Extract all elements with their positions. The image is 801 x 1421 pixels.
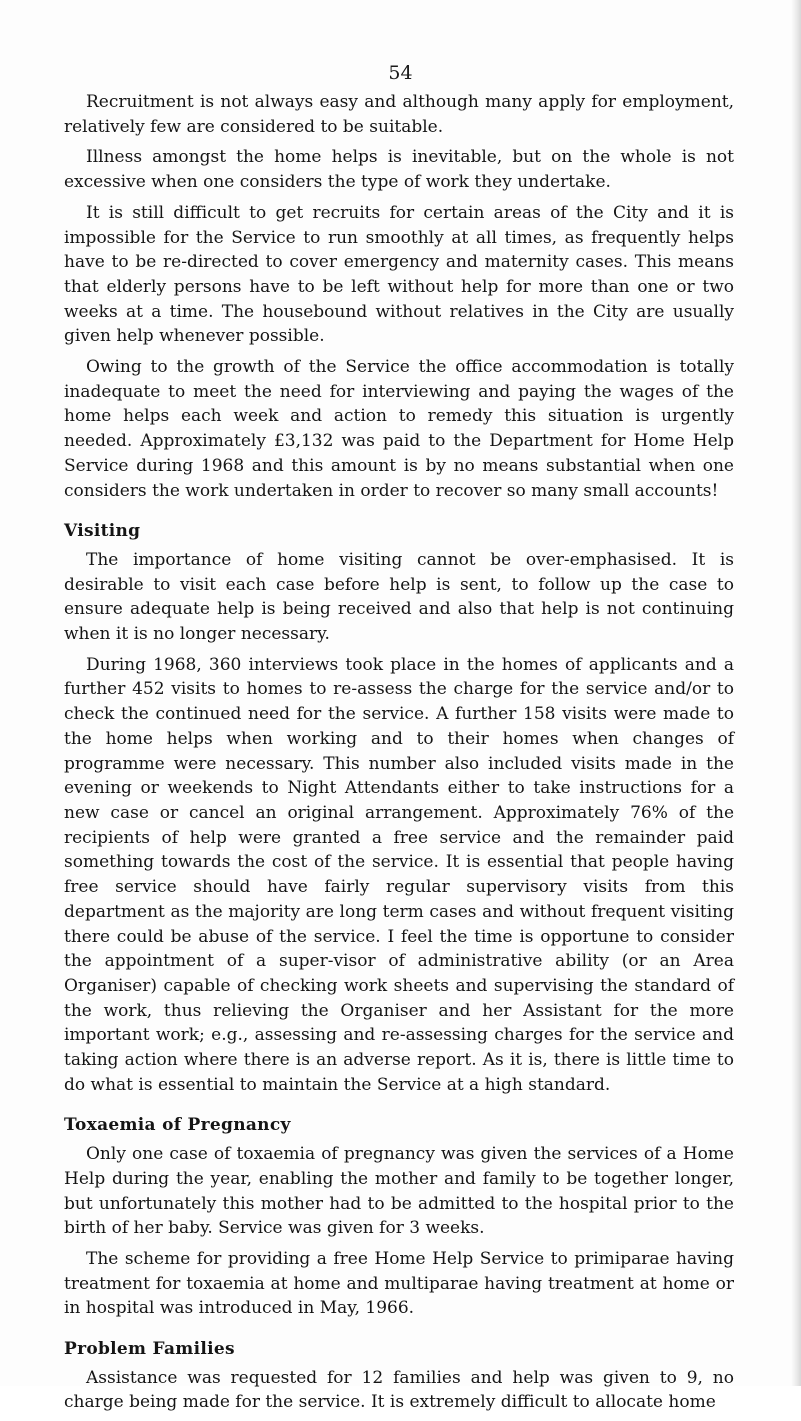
paragraph-toxaemia-scheme: The scheme for providing a free Home Help Service to primiparae having treatment for toxaemia at home and multiparae having treatment at home or in hospital was introduced in May, 1966. — [64, 1248, 734, 1319]
heading-toxaemia: Toxaemia of Pregnancy — [64, 1115, 291, 1136]
paragraph-toxaemia-case: Only one case of toxaemia of pregnancy was given the services of a Home Help during the year, enabling the mother and family to be together longer, but unfortunately this mother had to be admitted to the hospital prior to the birth of her baby. Service was given for 3 weeks. — [64, 1144, 734, 1239]
paragraph-problem-families: Assistance was requested for 12 families and help was given to 9, no charge being made for the service. It is extremely difficult to allocate home — [64, 1367, 734, 1413]
paragraph-visiting-1968: During 1968, 360 interviews took place in the homes of applicants and a further 452 visits to homes to re-assess the charge for the service and/or to check the continued need for the service. A further 158 visits were made to the home helps when working and to their homes when changes of programme were necessary. This number also included visits made in the evening or weekends to Night Attendants either to take instructions for a new case or cancel an original arrangement. Approximately 76% of the recipients of help were granted a free service and the remainder paid something towards the cost of the service. It is essential that people having free service should have fairly regular supervisory visits from this department as the majority are long term cases and without frequent visiting there could be abuse of the service. I feel the time is opportune to consider the appointment of a super-visor of administrative ability (or an Area Organiser) capable of checking work sheets and supervising the standard of the work, thus relieving the Organiser and her Assistant for the more important work; e.g., assessing and re-assessing charges for the service and taking action where there is an adverse report. As it is, there is little time to do what is essential to maintain the Service at a high standard. — [64, 654, 734, 1095]
heading-visiting: Visiting — [64, 521, 141, 542]
paragraph-office-accommodation: Owing to the growth of the Service the office accommodation is totally inadequate to meet the need for interviewing and paying the wages of the home helps each week and action to remedy this situation is urgently needed. Approximately £3,132 was paid to the Department for Home Help Service during 1968 and this amount is by no means substantial when one considers the work undertaken in order to recover so many small accounts! — [64, 357, 734, 501]
page-body — [64, 90, 734, 1421]
paragraph-visiting-importance: The importance of home visiting cannot be over-emphasised. It is desirable to visit each case before help is sent, to follow up the case to ensure adequate help is being received and also that help is not continuing when it is no longer necessary. — [64, 549, 734, 645]
paragraph-recruitment: Recruitment is not always easy and although many apply for employment, relatively few are considered to be suitable. — [64, 92, 734, 137]
paragraph-recruits-areas: It is still difficult to get recruits for certain areas of the City and it is impossible for the Service to run smoothly at all times, as frequently helps have to be re-directed to cover emergency and maternity cases. This means that elderly persons have to be left without help for more than one or two weeks at a time. The housebound without relatives in the City are usually given help whenever possible. — [64, 202, 734, 347]
heading-problem-families: Problem Families — [64, 1339, 235, 1360]
page-number: 54 — [388, 62, 413, 84]
page-edge-shadow — [791, 0, 801, 1386]
paragraph-illness: Illness amongst the home helps is inevitable, but on the whole is not excessive when one considers the type of work they undertake. — [64, 147, 734, 193]
